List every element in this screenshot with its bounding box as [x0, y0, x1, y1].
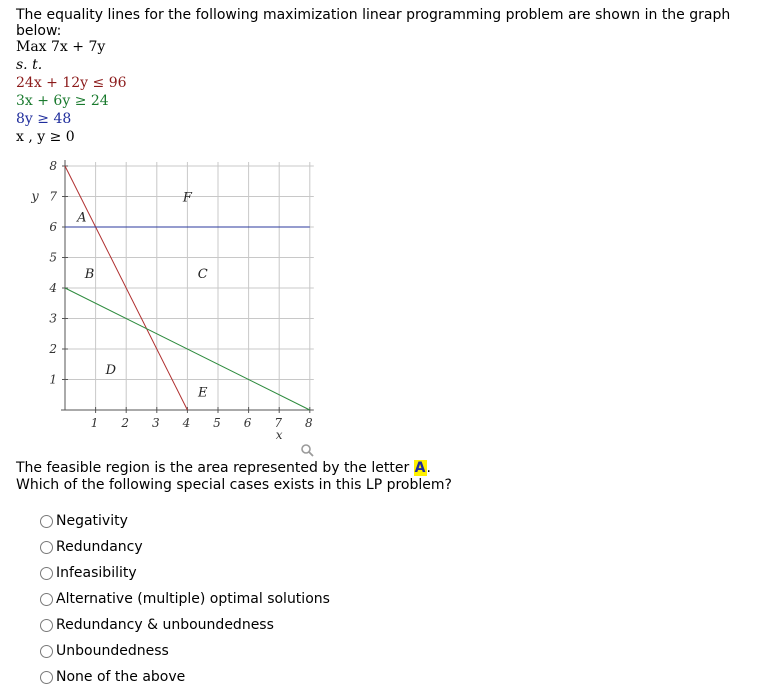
radio-button[interactable] [40, 541, 53, 554]
y-tick-label: 2 [49, 342, 57, 356]
intro-text: The equality lines for the following maximization linear programming problem are shown in the graph below: [16, 7, 731, 39]
option-none-of-the-above[interactable] [40, 664, 330, 690]
option-negativity[interactable] [40, 508, 330, 534]
y-tick-label: 1 [49, 372, 57, 387]
radio-button[interactable] [40, 515, 53, 528]
option-redundancy[interactable] [40, 534, 330, 560]
y-tick-label: 3 [49, 311, 57, 326]
option-label: Alternative (multiple) optimal solutions [56, 591, 330, 607]
question-line-2: Which of the following special cases exists in this LP problem? [16, 477, 452, 493]
option-unboundedness[interactable] [40, 638, 330, 664]
x-tick-label: 1 [90, 416, 99, 430]
lp-formulation [16, 38, 127, 146]
y-tick-label: 6 [49, 220, 57, 234]
option-redundancy-unboundedness[interactable] [40, 612, 330, 638]
option-infeasibility[interactable] [40, 560, 330, 586]
region-label-d: D [105, 362, 117, 378]
constraint-graph [0, 150, 340, 450]
y-tick-label: 7 [49, 189, 57, 204]
answer-options [40, 508, 330, 690]
option-label: Unboundedness [56, 643, 169, 659]
x-tick-label: 2 [121, 416, 130, 430]
region-label-a: A [77, 210, 87, 226]
x-tick-label: 7 [274, 416, 283, 430]
constraint-3: 8y ≥ 48 [16, 111, 72, 127]
radio-button[interactable] [40, 567, 53, 580]
constraint-1: 24x + 12y ≤ 96 [16, 75, 127, 91]
x-tick-label: 8 [304, 416, 313, 430]
option-label: None of the above [56, 669, 186, 685]
radio-button[interactable] [40, 593, 53, 606]
question-line-1 [16, 460, 452, 477]
y-tick-label: 4 [49, 281, 57, 295]
nonnegativity-constraint: x , y ≥ 0 [16, 129, 75, 145]
subject-to-label: s. t. [16, 57, 43, 73]
option-label: Infeasibility [56, 565, 137, 581]
x-tick-label: 5 [213, 416, 221, 430]
radio-button[interactable] [40, 619, 53, 632]
x-axis-label: x [275, 428, 283, 442]
y-tick-label: 8 [49, 159, 57, 173]
radio-button[interactable] [40, 671, 53, 684]
question-suffix: . [426, 460, 431, 476]
y-tick-label: 5 [49, 250, 57, 265]
constraint-2: 3x + 6y ≥ 24 [16, 93, 109, 109]
region-label-c: C [197, 266, 208, 282]
magnifier-icon[interactable] [300, 443, 314, 457]
option-label: Redundancy [56, 539, 143, 555]
question-prefix: The feasible region is the area represented by the letter [16, 460, 414, 476]
option-label: Redundancy & unboundedness [56, 617, 274, 633]
y-axis-label: y [31, 189, 39, 205]
feasible-region-letter: A [414, 460, 426, 476]
x-tick-label: 6 [243, 416, 252, 430]
objective-function: Max 7x + 7y [16, 39, 106, 55]
radio-button[interactable] [40, 645, 53, 658]
region-label-e: E [197, 385, 208, 401]
option-label: Negativity [56, 513, 128, 529]
region-label-f: F [182, 190, 192, 206]
region-label-b: B [84, 266, 95, 282]
x-tick-label: 3 [151, 416, 160, 430]
option-alternative-optimal[interactable] [40, 586, 330, 612]
question-text [16, 460, 452, 494]
x-tick-label: 4 [182, 416, 191, 430]
